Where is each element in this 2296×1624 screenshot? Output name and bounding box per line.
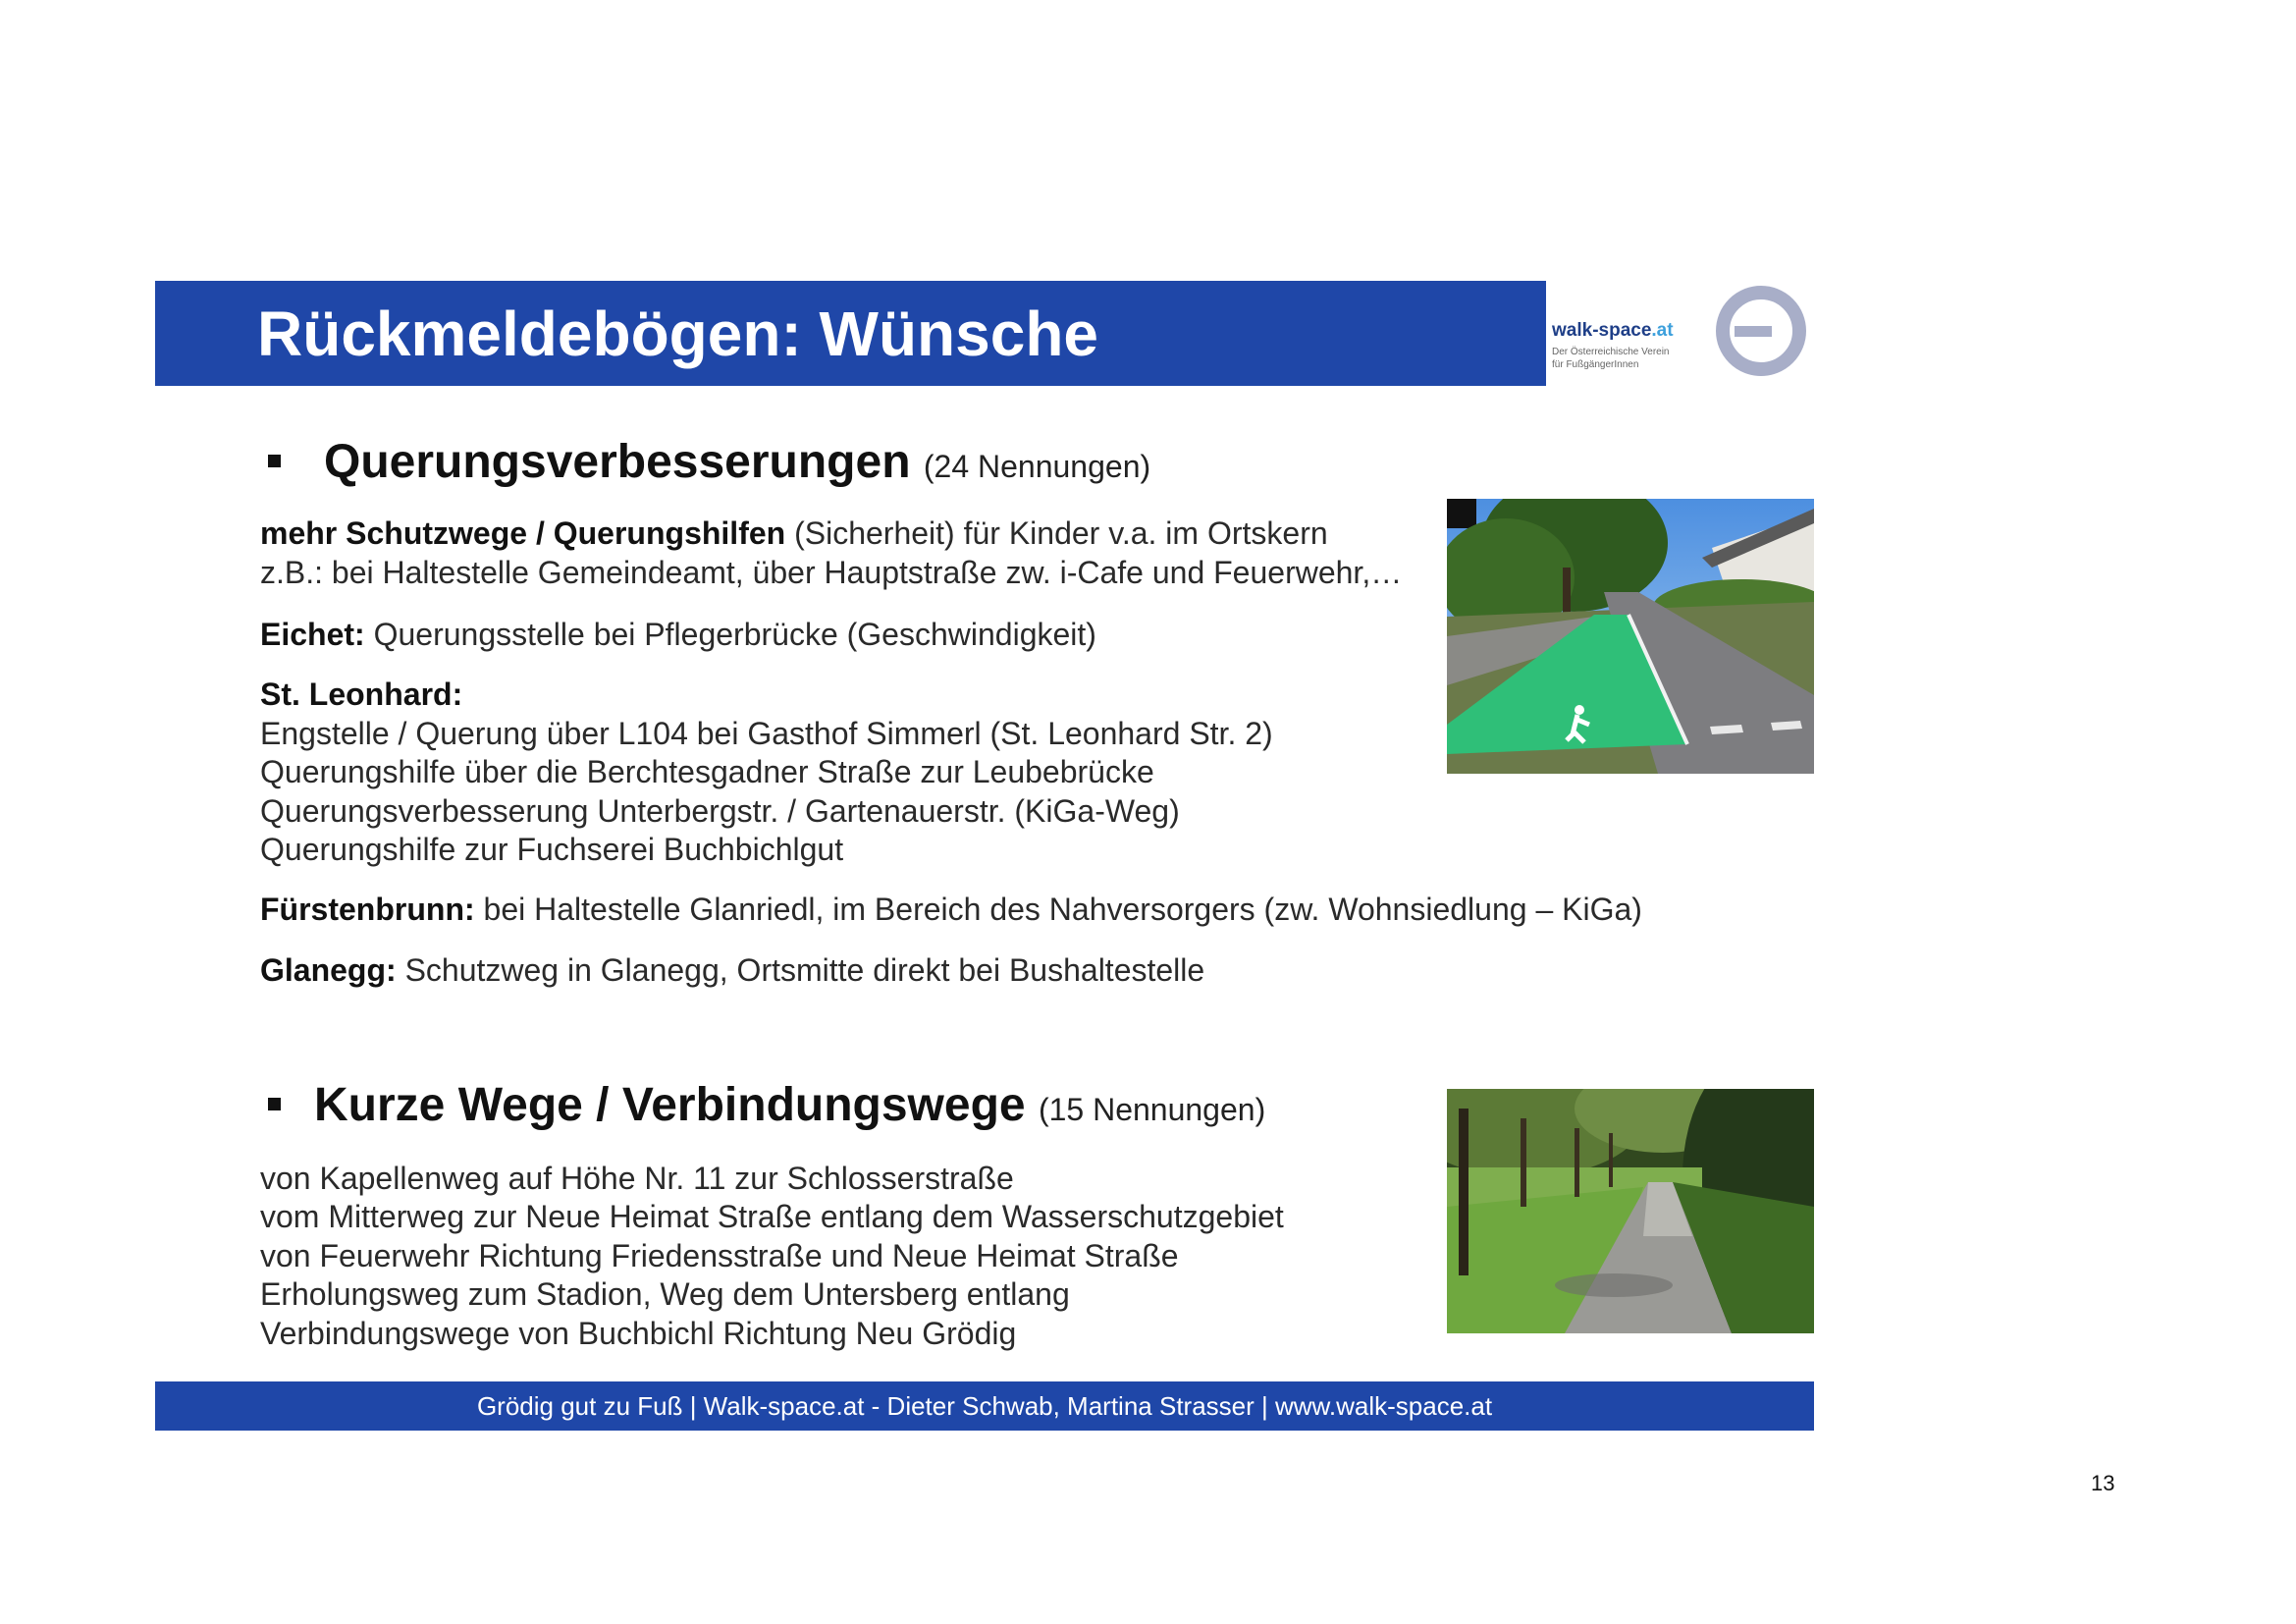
logo-name: walk-space: [1552, 320, 1652, 341]
text-line: von Kapellenweg auf Höhe Nr. 11 zur Schlosserstraße: [260, 1161, 1014, 1196]
text-line: Verbindungswege von Buchbichl Richtung Neu Grödig: [260, 1316, 1017, 1351]
text-line: Querungshilfe zur Fuchserei Buchbichlgut: [260, 832, 844, 867]
text-line: Erholungsweg zum Stadion, Weg dem Untersberg entlang: [260, 1276, 1070, 1312]
road-crossing-photo: [1447, 499, 1814, 774]
text-line: z.B.: bei Haltestelle Gemeindeamt, über Hauptstraße zw. i-Cafe und Feuerwehr,…: [260, 555, 1403, 590]
logo-sub-line2: für FußgängerInnen: [1552, 359, 1639, 370]
bold-label: St. Leonhard:: [260, 677, 463, 712]
slide-title: Rückmeldebögen: Wünsche: [257, 298, 1098, 369]
section-title: Querungsverbesserungen: [324, 436, 911, 488]
text-line: [260, 514, 1328, 553]
logo-subtitle: [1552, 346, 1670, 371]
text-line: von Feuerwehr Richtung Friedensstraße und Neue Heimat Straße: [260, 1238, 1179, 1273]
text-line: Querungsverbesserung Unterbergstr. / Gartenauerstr. (KiGa-Weg): [260, 793, 1180, 829]
footer-text: Grödig gut zu Fuß | Walk-space.at - Dieter Schwab, Martina Strasser | www.walk-space.at: [476, 1391, 1493, 1421]
text-line: Engstelle / Querung über L104 bei Gasthof Simmerl (St. Leonhard Str. 2): [260, 716, 1273, 751]
bold-label: Eichet:: [260, 617, 365, 652]
text-line: [260, 615, 1096, 654]
text-span: Schutzweg in Glanegg, Ortsmitte direkt bei Bushaltestelle: [396, 952, 1205, 988]
text-line: vom Mitterweg zur Neue Heimat Straße entlang dem Wasserschutzgebiet: [260, 1199, 1284, 1234]
bullet-icon: [268, 455, 281, 467]
bold-label: Fürstenbrunn:: [260, 892, 475, 927]
text-line: [260, 950, 1204, 990]
footpath-photo: [1447, 1089, 1814, 1333]
section-title: Kurze Wege / Verbindungswege: [314, 1079, 1026, 1131]
mention-count: (24 Nennungen): [923, 449, 1151, 484]
text-span: (Sicherheit) für Kinder v.a. im Ortskern: [785, 515, 1328, 551]
walk-space-logo: [1552, 320, 1674, 342]
section-heading-crossings: [324, 434, 1150, 495]
page-number: 13: [2091, 1471, 2115, 1495]
text-span: Querungsstelle bei Pflegerbrücke (Geschwindigkeit): [373, 617, 1096, 652]
bold-label: Glanegg:: [260, 952, 397, 988]
logo-sub-line1: Der Österreichische Verein: [1552, 347, 1670, 357]
text-line: [260, 890, 1642, 929]
text-line: Querungshilfe über die Berchtesgadner Straße zur Leubebrücke: [260, 754, 1154, 789]
mention-count: (15 Nennungen): [1038, 1092, 1266, 1127]
text-span: bei Haltestelle Glanriedl, im Bereich des Nahversorgers (zw. Wohnsiedlung – KiGa): [474, 892, 1642, 927]
bold-label: mehr Schutzwege / Querungshilfen: [260, 515, 786, 551]
walk-space-logo-icon: [1715, 285, 1807, 377]
section-heading-short-paths: [314, 1077, 1265, 1138]
logo-tld: .at: [1651, 320, 1674, 341]
bullet-icon: [268, 1098, 281, 1110]
